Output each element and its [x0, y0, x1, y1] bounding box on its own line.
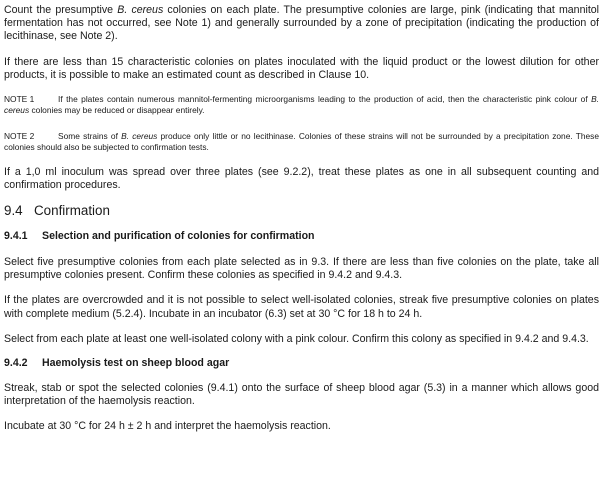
note-2-label: NOTE 2: [4, 130, 35, 141]
note-1: NOTE 1 If the plates contain numerous mannitol-fermenting microorganisms leading to the production of acid, then the characteristic pink colour of B. cereus colonies may be reduced or disappear entirely.: [4, 94, 599, 116]
paragraph-inoculum: If a 1,0 ml inoculum was spread over three plates (see 9.2.2), treat these plates as one in all subsequent counting and confirmation procedures.: [4, 165, 599, 191]
paragraph-presumptive-count: Count the presumptive B. cereus colonies on each plate. The presumptive colonies are large, pink (indicating that mannitol fermentation has not occurred, see Note 1) and generally surrounded by a zone of precipitation (indicating the production of lecithinase, see Note 2).: [4, 4, 600, 43]
note-2: NOTE 2 Some strains of B. cereus produce only little or no lecithinase. Colonies of these strains will not be surrounded by a precipitation zone. These colonies should also be subjected to confirmation tests.: [4, 130, 600, 153]
paragraph-overcrowded: If the plates are overcrowded and it is not possible to select well-isolated colonies, streak five presumptive colonies on plates with complete medium (5.2.4). Incubate in an incubator (6.3) set at 30 °C for 18 h to 24 h.: [4, 294, 599, 320]
note-1-label: NOTE 1: [4, 94, 35, 105]
paragraph-pink-colony: Select from each plate at least one well-isolated colony with a pink colour. Confirm this colony as specified in 9.4.2 and 9.4.3.: [4, 332, 589, 345]
paragraph-streak: Streak, stab or spot the selected colonies (9.4.1) onto the surface of sheep blood agar (5.3) in a manner which allows good interpretation of the haemolysis reaction.: [4, 382, 599, 408]
section-heading-confirmation: 9.4 Confirmation: [4, 203, 110, 219]
paragraph-select-five: Select five presumptive colonies from each plate selected as in 9.3. If there are less than five colonies on the plate, take all presumptive colonies present. Confirm these colonies as specified in 9.4.2 and 9.4.3.: [4, 256, 599, 282]
paragraph-estimated-count: If there are less than 15 characteristic colonies on plates inoculated with the liquid product or the lowest dilution for other products, it is possible to make an estimated count as described in Clause 10.: [4, 55, 599, 81]
subsection-heading-selection: 9.4.1 Selection and purification of colonies for confirmation: [4, 230, 315, 243]
paragraph-incubate: Incubate at 30 °C for 24 h ± 2 h and interpret the haemolysis reaction.: [4, 420, 331, 433]
subsection-heading-haemolysis: 9.4.2 Haemolysis test on sheep blood agar: [4, 357, 230, 370]
